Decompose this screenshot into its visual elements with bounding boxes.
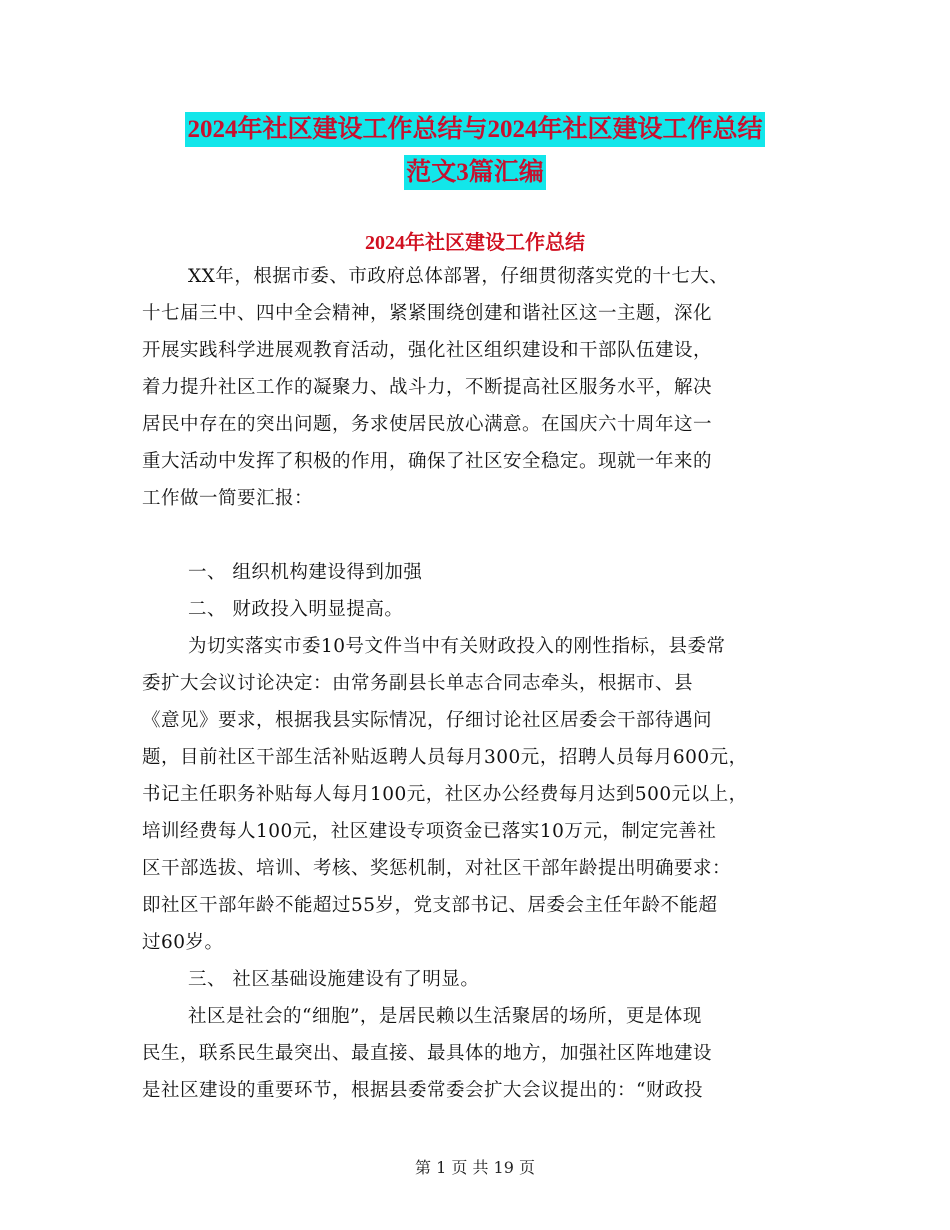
paragraph-line: 民生，联系民生最突出、最直接、最具体的地方，加强社区阵地建设 bbox=[142, 1043, 713, 1064]
paragraph-line: 十七届三中、四中全会精神，紧紧围绕创建和谐社区这一主题，深化 bbox=[142, 303, 713, 324]
paragraph-line: 书记主任职务补贴每人每月100元，社区办公经费每月达到500元以上， bbox=[142, 784, 748, 805]
paragraph-line: 开展实践科学进展观教育活动，强化社区组织建设和干部队伍建设， bbox=[142, 340, 713, 361]
document-title-line-2: 范文3篇汇编 bbox=[0, 160, 950, 185]
paragraph-line: 即社区干部年龄不能超过55岁，党支部书记、居委会主任年龄不能超 bbox=[142, 895, 718, 916]
paragraph-line: 《意见》要求，根据我县实际情况，仔细讨论社区居委会干部待遇问 bbox=[142, 710, 713, 731]
section-heading: 2024年社区建设工作总结 bbox=[365, 232, 585, 254]
paragraph-line: 委扩大会议讨论决定：由常务副县长单志合同志牵头，根据市、县 bbox=[142, 673, 694, 694]
paragraph-line: 为切实落实市委10号文件当中有关财政投入的刚性指标，县委常 bbox=[188, 636, 726, 657]
document-title-line-1: 2024年社区建设工作总结与2024年社区建设工作总结 bbox=[0, 117, 950, 142]
paragraph-line: 区干部选拔、培训、考核、奖惩机制，对社区干部年龄提出明确要求： bbox=[142, 858, 732, 879]
paragraph-line: 培训经费每人100元，社区建设专项资金已落实10万元，制定完善社 bbox=[142, 821, 717, 842]
paragraph-line: 着力提升社区工作的凝聚力、战斗力，不断提高社区服务水平，解决 bbox=[142, 377, 713, 398]
paragraph-line: XX年，根据市委、市政府总体部署，仔细贯彻落实党的十七大、 bbox=[188, 266, 729, 287]
paragraph-line: 是社区建设的重要环节，根据县委常委会扩大会议提出的：“财政投 bbox=[142, 1080, 703, 1101]
page-footer: 第 1 页 共 19 页 bbox=[415, 1158, 535, 1177]
section-item: 一、 组织机构建设得到加强 bbox=[188, 562, 423, 583]
paragraph-line: 题，目前社区干部生活补贴返聘人员每月300元，招聘人员每月600元， bbox=[142, 747, 748, 768]
section-item: 二、 财政投入明显提高。 bbox=[188, 599, 404, 620]
paragraph-line: 重大活动中发挥了积极的作用，确保了社区安全稳定。现就一年来的 bbox=[142, 451, 713, 472]
paragraph-line: 过60岁。 bbox=[142, 932, 224, 953]
paragraph-line: 居民中存在的突出问题，务求使居民放心满意。在国庆六十周年这一 bbox=[142, 414, 713, 435]
paragraph-line: 社区是社会的“细胞”，是居民赖以生活聚居的场所，更是体现 bbox=[188, 1006, 702, 1027]
section-item: 三、 社区基础设施建设有了明显。 bbox=[188, 969, 480, 990]
paragraph-line: 工作做一简要汇报： bbox=[142, 488, 314, 509]
